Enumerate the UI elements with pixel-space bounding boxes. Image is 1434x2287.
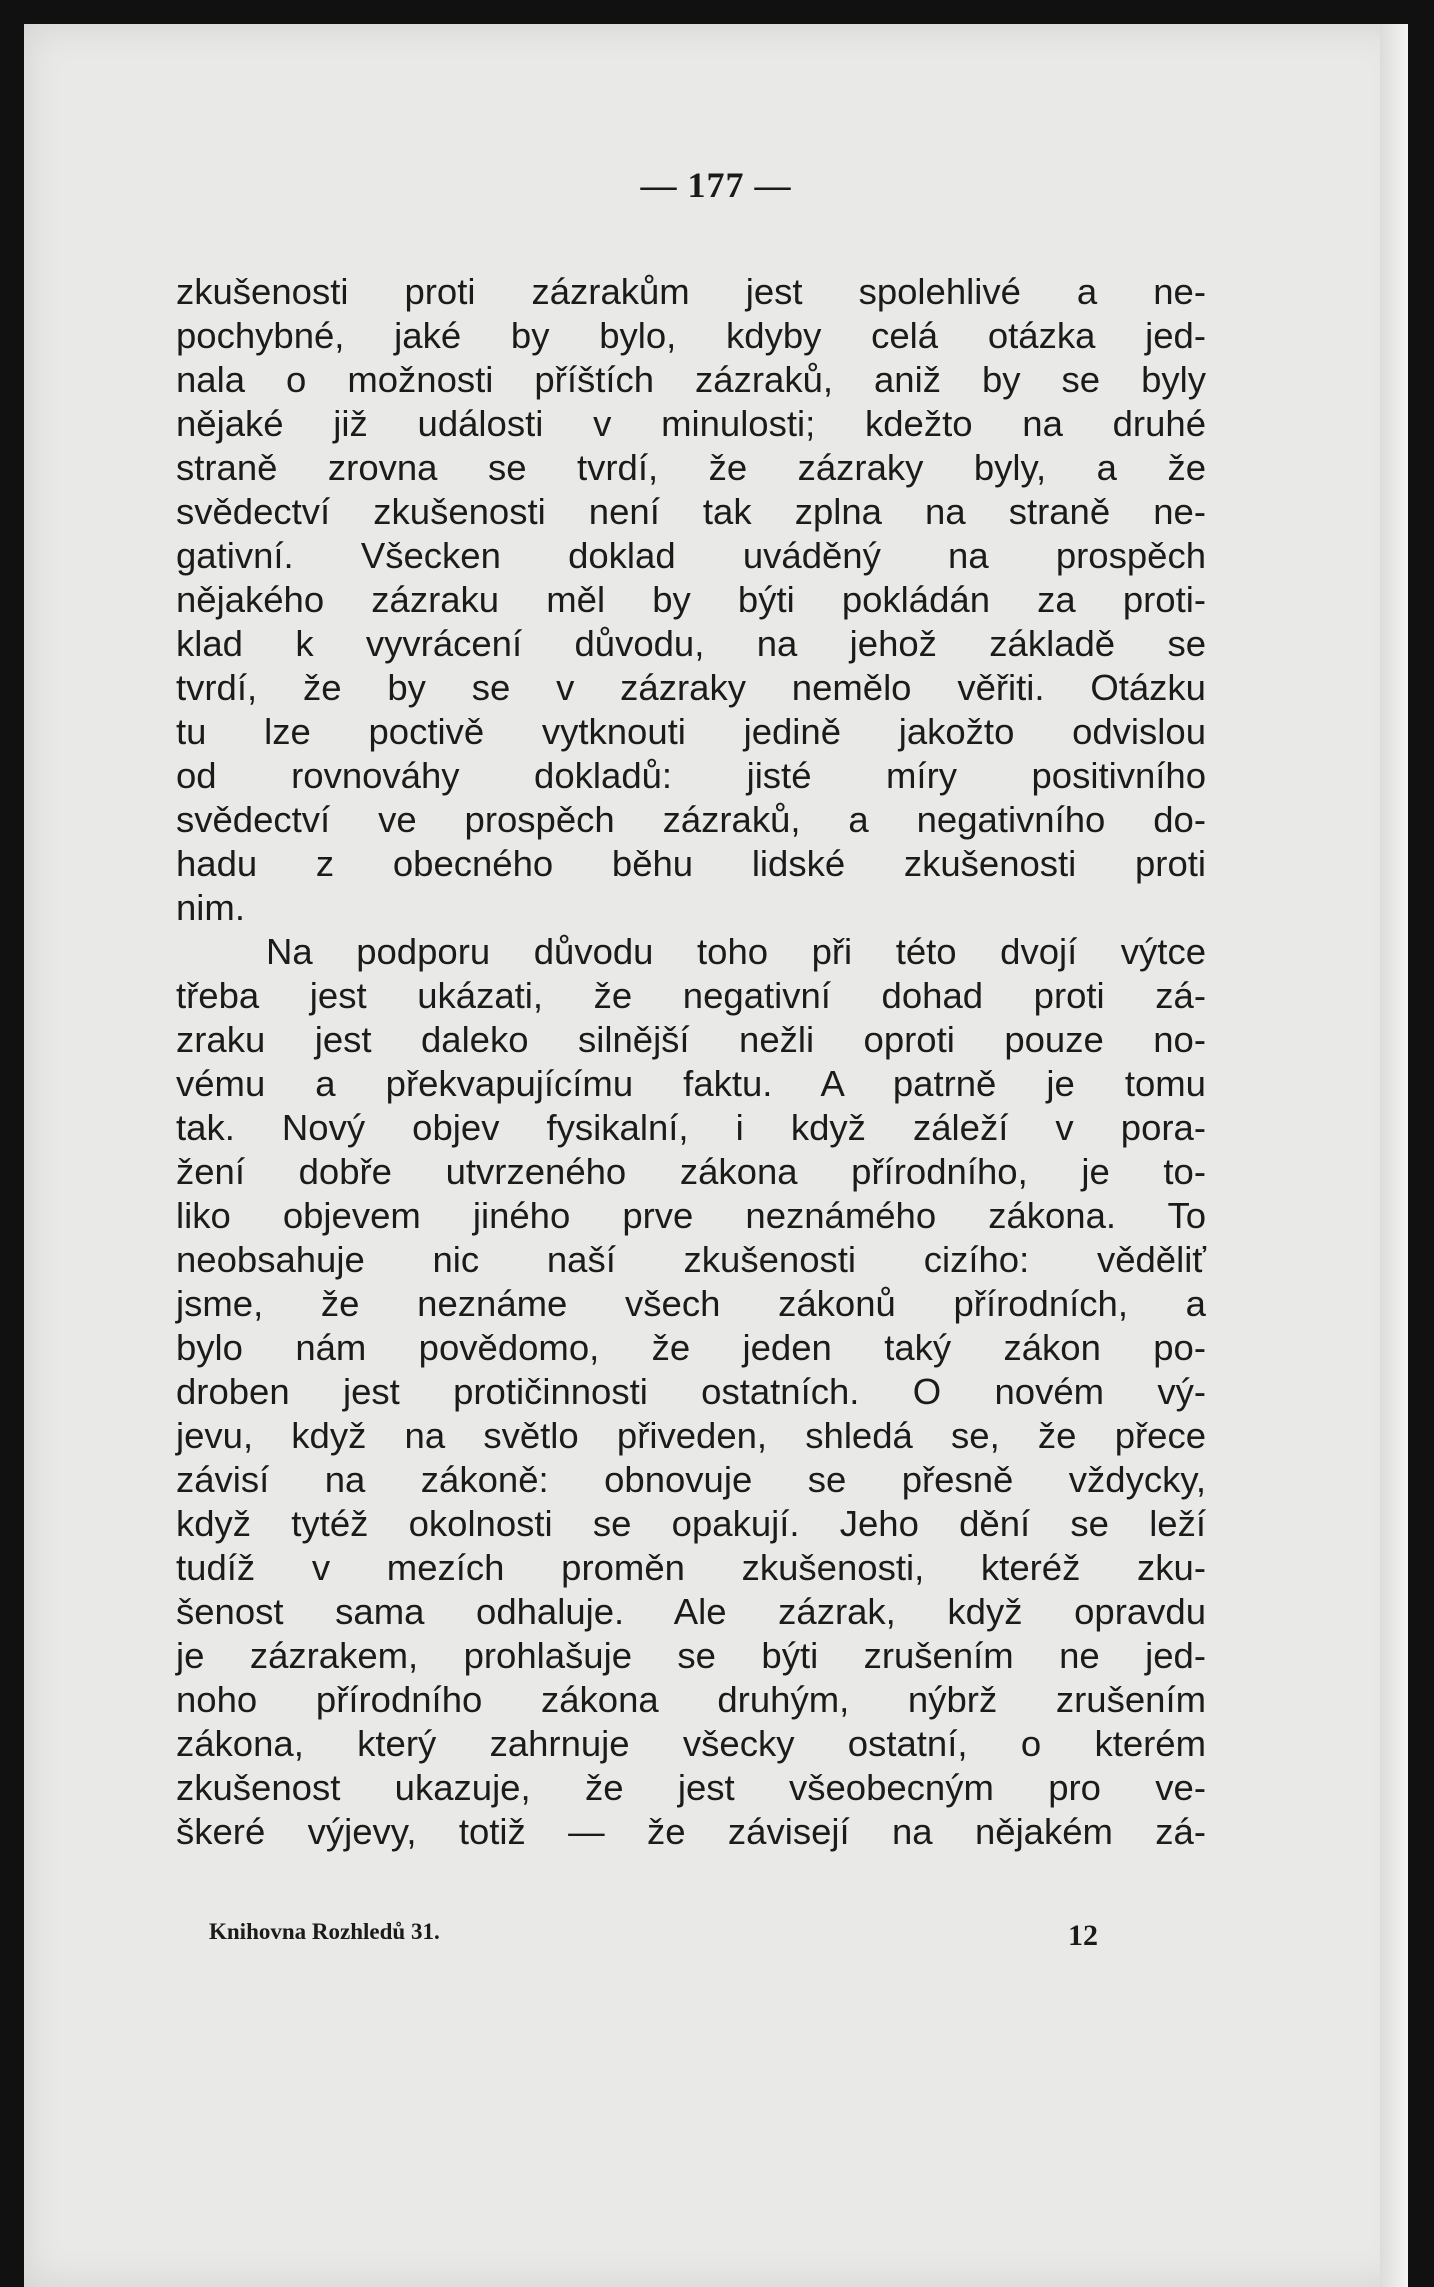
text-line: tu lze poctivě vytknouti jedině jakožto odvislou <box>176 711 1206 752</box>
text-line: noho přírodního zákona druhým, nýbrž zrušením <box>176 1679 1206 1720</box>
text-line: když tytéž okolnosti se opakují. Jeho dění se leží <box>176 1503 1206 1544</box>
text-line: tudíž v mezích proměn zkušenosti, kteréž zku- <box>176 1547 1206 1588</box>
text-line: vému a překvapujícímu faktu. A patrně je tomu <box>176 1063 1206 1104</box>
text-line: jevu, když na světlo přiveden, shledá se, že přece <box>176 1415 1206 1456</box>
page-footer <box>24 1919 1408 1959</box>
text-line: zákona, který zahrnuje všecky ostatní, o kterém <box>176 1723 1206 1764</box>
text-line: nala o možnosti příštích zázraků, aniž by se byly <box>176 359 1206 400</box>
page-number: — 177 — <box>640 165 792 205</box>
text-line: Na podporu důvodu toho při této dvojí výtce <box>266 931 1206 972</box>
text-line: zraku jest daleko silnější nežli oproti pouze no- <box>176 1019 1206 1060</box>
signature-mark: Knihovna Rozhledů 31. <box>209 1919 440 1944</box>
text-line: svědectví ve prospěch zázraků, a negativního do- <box>176 799 1206 840</box>
text-line: zkušenost ukazuje, že jest všeobecným pro ve- <box>176 1767 1206 1808</box>
text-line: gativní. Všecken doklad uváděný na prospěch <box>176 535 1206 576</box>
text-line: hadu z obecného běhu lidské zkušenosti proti <box>176 843 1206 884</box>
body-text <box>176 270 1206 1854</box>
text-line: třeba jest ukázati, že negativní dohad proti zá- <box>176 975 1206 1016</box>
text-line: od rovnováhy dokladů: jisté míry positivního <box>176 755 1206 796</box>
text-line: žení dobře utvrzeného zákona přírodního, je to- <box>176 1151 1206 1192</box>
text-line: závisí na zákoně: obnovuje se přesně vždycky, <box>176 1459 1206 1500</box>
text-line: straně zrovna se tvrdí, že zázraky byly, a že <box>176 447 1206 488</box>
text-line: liko objevem jiného prve neznámého zákona. To <box>176 1195 1206 1236</box>
text-line: nějakého zázraku měl by býti pokládán za proti- <box>176 579 1206 620</box>
text-line: šenost sama odhaluje. Ale zázrak, když opravdu <box>176 1591 1206 1632</box>
text-line: nim. <box>176 887 245 928</box>
text-line: škeré výjevy, totiž — že závisejí na nějakém zá- <box>176 1811 1206 1852</box>
text-line: tak. Nový objev fysikalní, i když záleží v pora- <box>176 1107 1206 1148</box>
sheet-number: 12 <box>1068 1919 1098 1952</box>
text-line: neobsahuje nic naší zkušenosti cizího: věděliť <box>176 1239 1206 1280</box>
text-line: bylo nám povědomo, že jeden taký zákon po- <box>176 1327 1206 1368</box>
book-page <box>24 24 1408 2287</box>
text-line: je zázrakem, prohlašuje se býti zrušením ne jed- <box>176 1635 1206 1676</box>
text-line: tvrdí, že by se v zázraky nemělo věřiti. Otázku <box>176 667 1206 708</box>
text-line: nějaké již události v minulosti; kdežto na druhé <box>176 403 1206 444</box>
text-line: klad k vyvrácení důvodu, na jehož základě se <box>176 623 1206 664</box>
text-line: pochybné, jaké by bylo, kdyby celá otázka jed- <box>176 315 1206 356</box>
text-line: zkušenosti proti zázrakům jest spolehlivé a ne- <box>176 271 1206 312</box>
text-line: svědectví zkušenosti není tak zplna na straně ne- <box>176 491 1206 532</box>
text-line: jsme, že neznáme všech zákonů přírodních, a <box>176 1283 1206 1324</box>
text-line: droben jest protičinnosti ostatních. O novém vý- <box>176 1371 1206 1412</box>
